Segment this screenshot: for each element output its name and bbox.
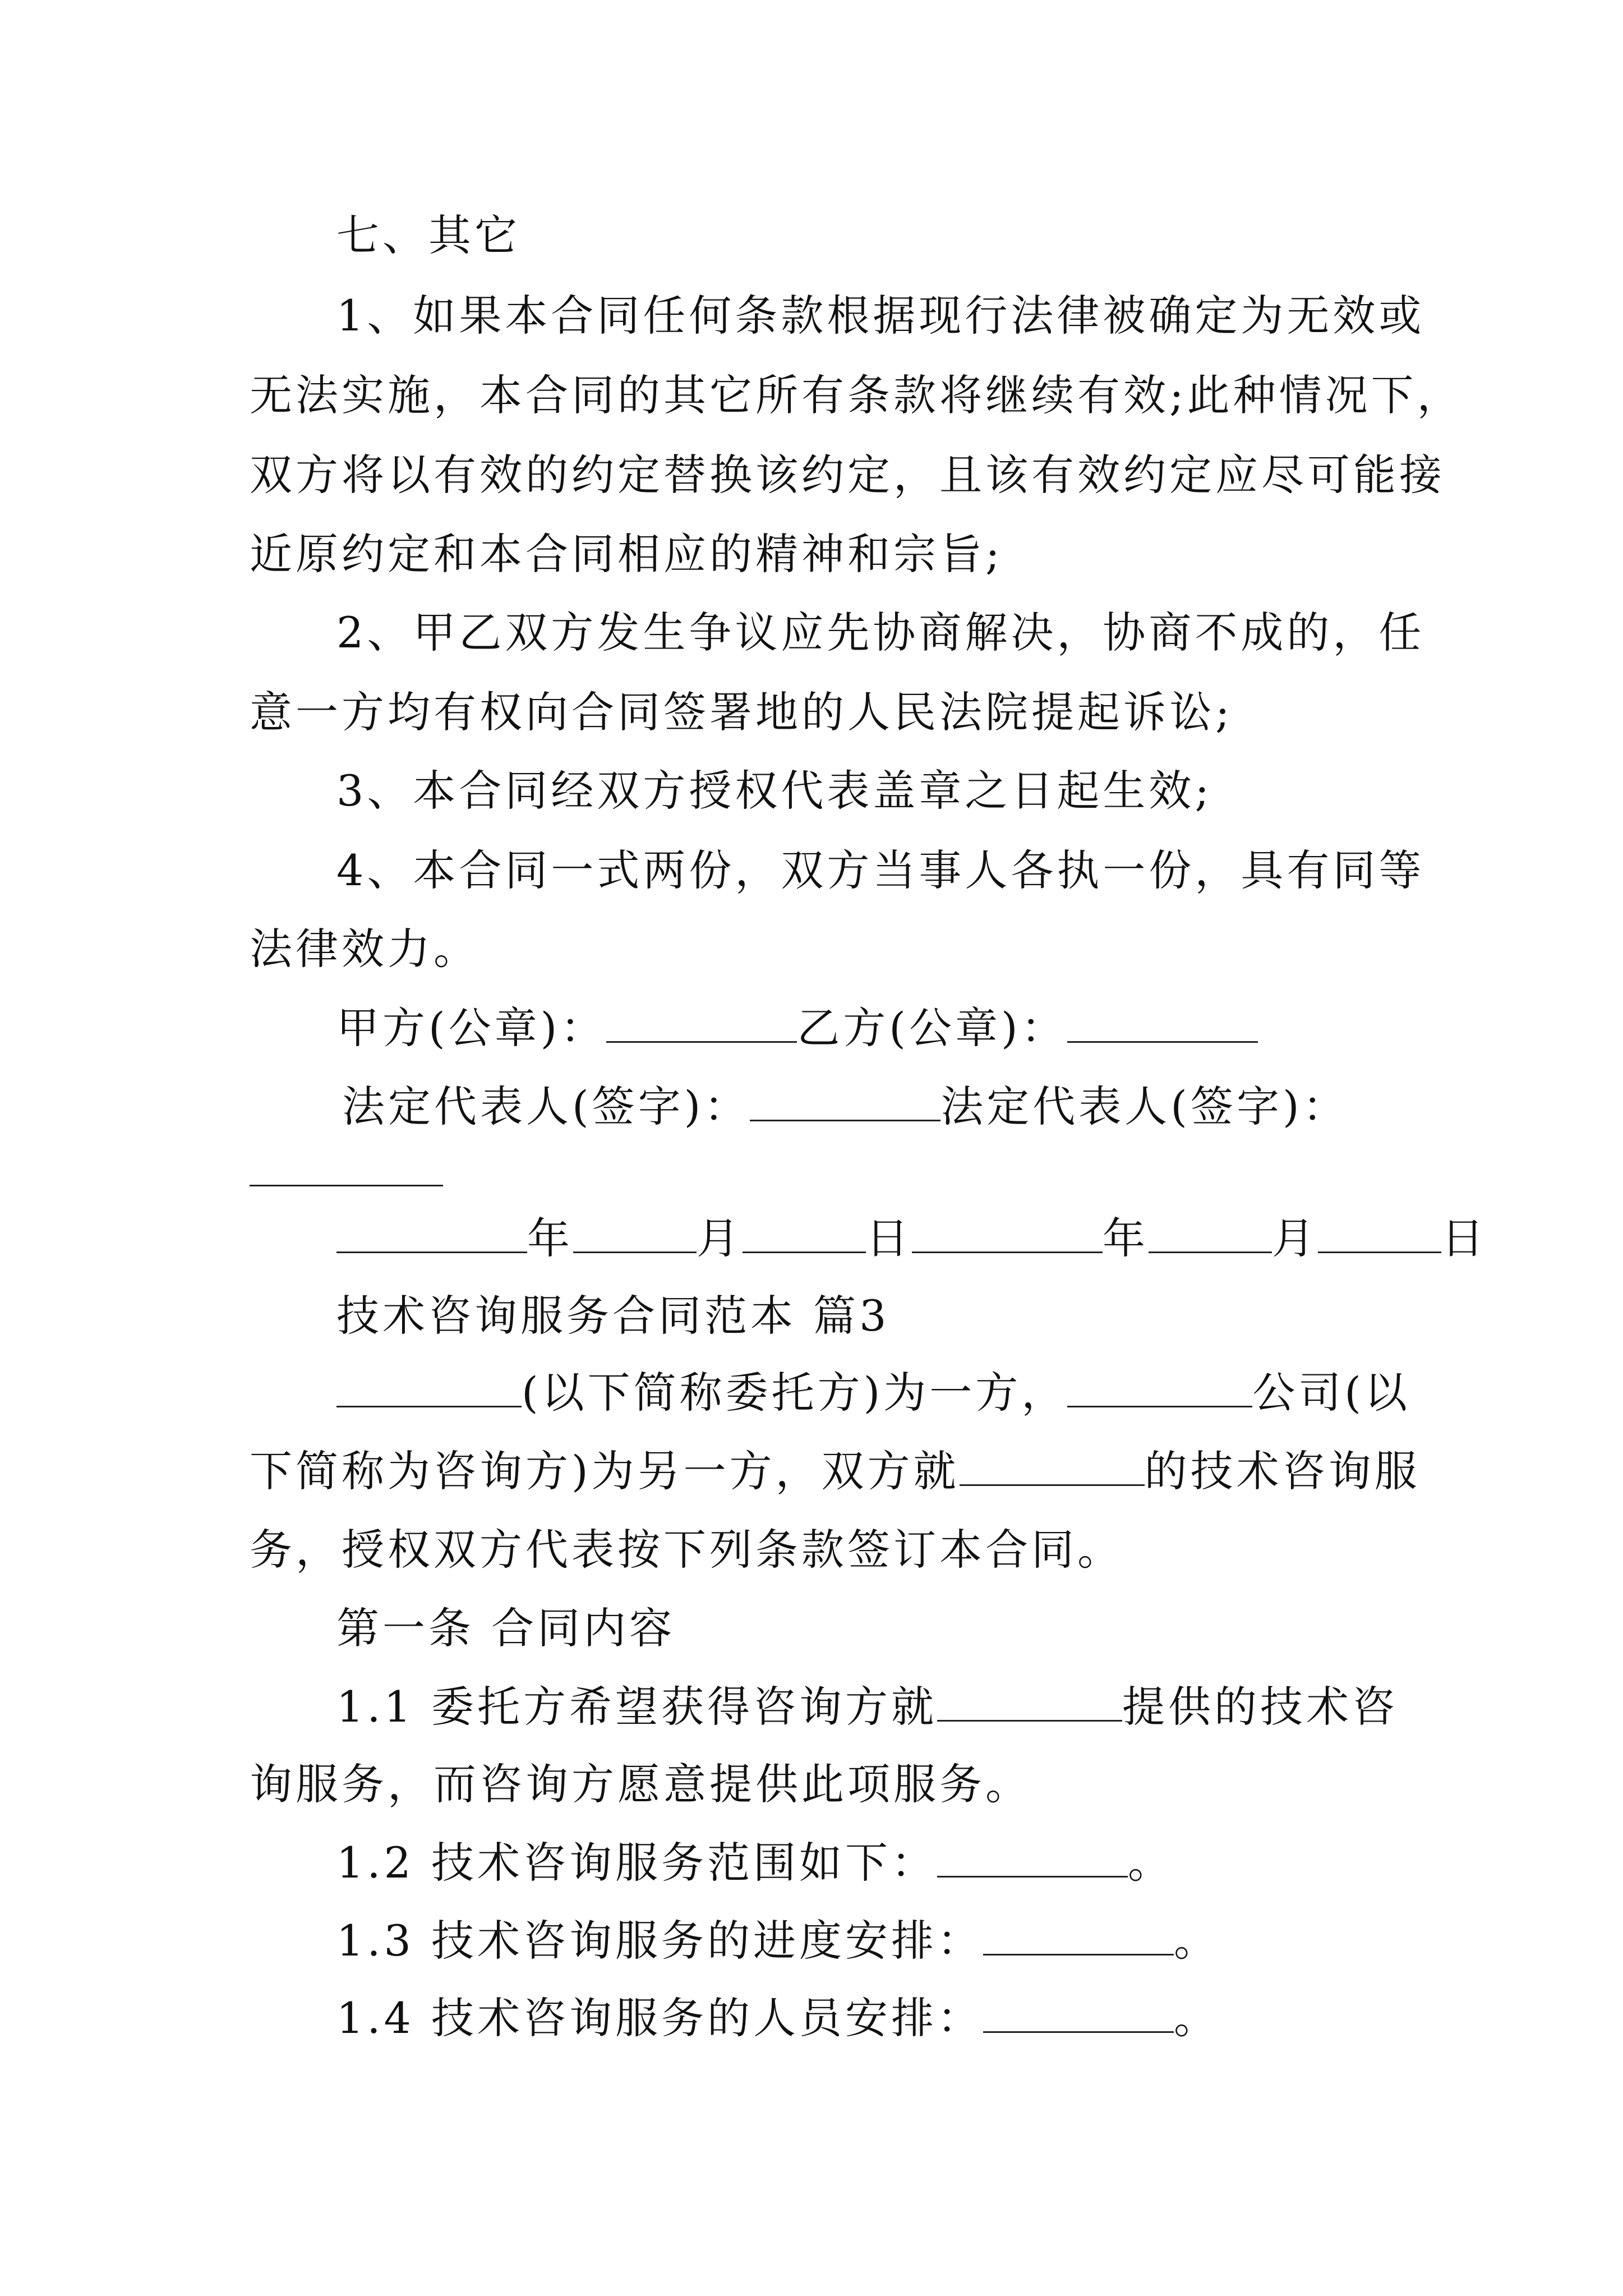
party-b-seal-label: 乙方(公章)：	[797, 1003, 1067, 1053]
client-name-blank	[336, 1366, 522, 1407]
party-b-seal-blank	[1067, 1002, 1258, 1043]
intro-part-1: (以下简称委托方)为一方，	[522, 1368, 1068, 1418]
article-1-title: 第一条 合同内容	[336, 1603, 676, 1653]
article-1-4	[336, 1991, 1220, 2045]
intro-line-3: 务，授权双方代表按下列条款签订本合同。	[250, 1525, 1123, 1575]
legal-rep-a-label: 法定代表人(签字)：	[342, 1082, 750, 1131]
day-b-label: 日	[1441, 1213, 1487, 1263]
party-a-seal-label: 甲方(公章)：	[336, 1003, 607, 1053]
staffing-blank	[983, 1992, 1174, 2033]
day-a-label: 日	[866, 1213, 912, 1263]
month-b-blank	[1149, 1212, 1272, 1253]
clause-2-line-2: 意一方均有权向合同签署地的人民法院提起诉讼;	[250, 687, 1233, 737]
legal-rep-line	[342, 1080, 1349, 1134]
month-b-label: 月	[1272, 1213, 1318, 1263]
article-1-3-label: 1.3 技术咨询服务的进度安排：	[336, 1916, 984, 1966]
article-1-2-period: 。	[1128, 1838, 1174, 1888]
section-title: 技术咨询服务合同范本 篇3	[336, 1291, 890, 1341]
article-1-4-period: 。	[1174, 1993, 1220, 2043]
legal-rep-b-label: 法定代表人(签字)：	[940, 1082, 1349, 1131]
clause-4-line-1: 4、本合同一式两份，双方当事人各执一份，具有同等	[336, 845, 1425, 895]
year-a-blank	[336, 1212, 527, 1253]
year-a-label: 年	[527, 1213, 573, 1263]
clause-1-line-4: 近原约定和本合同相应的精神和宗旨;	[250, 529, 1003, 579]
month-a-label: 月	[697, 1213, 743, 1263]
section-heading: 七、其它	[336, 210, 520, 260]
party-a-seal-blank	[606, 1002, 797, 1043]
date-line	[336, 1212, 1487, 1266]
article-1-4-label: 1.4 技术咨询服务的人员安排：	[336, 1993, 984, 2043]
month-a-blank	[573, 1212, 697, 1253]
year-b-blank	[912, 1212, 1103, 1253]
intro-line-2-a: 下简称为咨询方)为另一方，双方就	[250, 1446, 960, 1496]
day-a-blank	[743, 1212, 866, 1253]
clause-1-line-3: 双方将以有效的约定替换该约定，且该有效约定应尽可能接	[250, 450, 1445, 500]
clause-1-line-1: 1、如果本合同任何条款根据现行法律被确定为无效或	[336, 291, 1425, 341]
intro-line-2-b: 的技术咨询服	[1144, 1446, 1421, 1496]
article-1-3-period: 。	[1174, 1916, 1220, 1966]
article-1-1-part-1: 1.1 委托方希望获得咨询方就	[336, 1682, 938, 1732]
article-1-1-line-2: 询服务，而咨询方愿意提供此项服务。	[250, 1759, 1031, 1809]
scope-blank	[937, 1837, 1128, 1878]
day-b-blank	[1318, 1212, 1441, 1253]
legal-rep-b-blank	[250, 1184, 443, 1186]
legal-rep-a-blank	[750, 1080, 940, 1121]
clause-1-line-2: 无法实施，本合同的其它所有条款将继续有效;此种情况下，	[250, 370, 1463, 420]
seal-line	[336, 1001, 1258, 1055]
intro-part-2: 公司(以	[1252, 1368, 1410, 1418]
intro-line-2	[250, 1444, 1421, 1498]
schedule-blank	[983, 1915, 1174, 1955]
article-1-2	[336, 1836, 1174, 1890]
article-1-1-line-1	[336, 1680, 1398, 1734]
clause-3: 3、本合同经双方授权代表盖章之日起生效;	[336, 766, 1212, 816]
article-1-1-part-2: 提供的技术咨	[1122, 1682, 1399, 1732]
clause-2-line-1: 2、甲乙双方发生争议应先协商解决，协商不成的，任	[336, 608, 1425, 657]
subject-blank	[960, 1445, 1145, 1486]
clause-4-line-2: 法律效力。	[250, 924, 479, 974]
company-name-blank	[1067, 1366, 1252, 1407]
article-1-2-label: 1.2 技术咨询服务范围如下：	[336, 1838, 938, 1888]
article-1-3	[336, 1914, 1220, 1968]
consult-subject-blank	[937, 1681, 1122, 1722]
intro-line-1	[336, 1366, 1410, 1420]
year-b-label: 年	[1103, 1213, 1149, 1263]
